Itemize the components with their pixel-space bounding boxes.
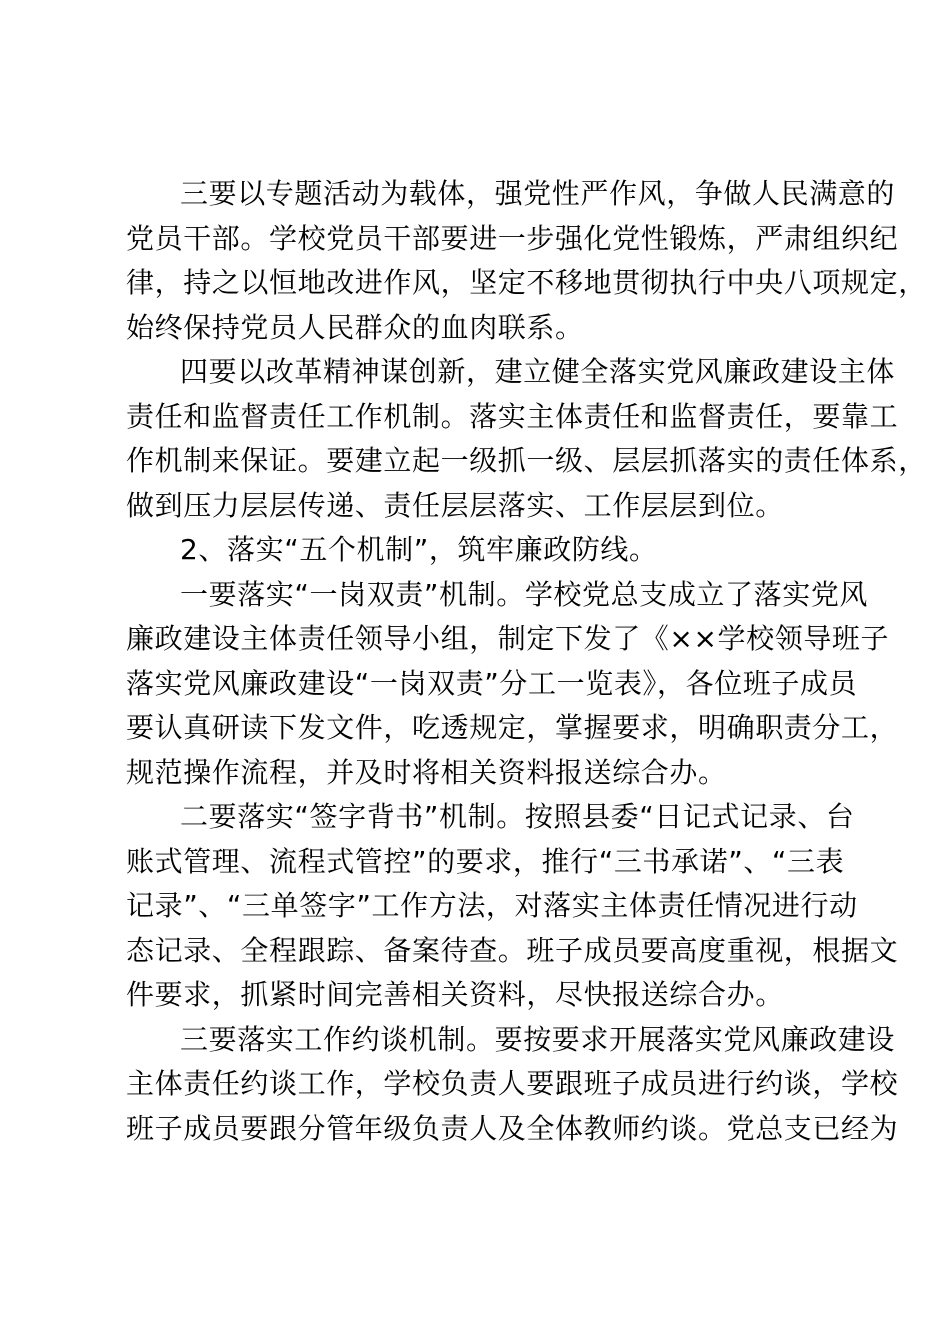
text-line: 规范操作流程，并及时将相关资料报送综合办。	[126, 755, 727, 789]
text-line: 做到压力层层传递、责任层层落实、工作层层到位。	[126, 488, 784, 522]
text-line: 责任和监督责任工作机制。落实主体责任和监督责任，要靠工	[126, 399, 899, 433]
document-body	[126, 172, 927, 1151]
text-line: 党员干部。学校党员干部要进一步强化党性锻炼，严肃组织纪	[126, 221, 899, 255]
text-line: 始终保持党员人民群众的血肉联系。	[126, 310, 584, 344]
text-line: 作机制来保证。要建立起一级抓一级、层层抓落实的责任体系，	[126, 444, 927, 477]
text-line: 二要落实“签字背书”机制。按照县委“日记式记录、台	[180, 800, 855, 833]
text-line: 一要落实“一岗双责”机制。学校党总支成立了落实党风	[180, 577, 869, 611]
text-line: 落实党风廉政建设“一岗双责”分工一览表》，各位班子成员	[126, 666, 858, 700]
text-line: 要认真研读下发文件，吃透规定，掌握要求，明确职责分工，	[126, 711, 899, 744]
text-line: 三要落实工作约谈机制。要按要求开展落实党风廉政建设	[180, 1022, 896, 1056]
text-line: 件要求，抓紧时间完善相关资料，尽快报送综合办。	[126, 978, 784, 1011]
section-heading: 2、落实“五个机制”，筑牢廉政防线。	[180, 533, 658, 566]
text-line: 记录”、“三单签字”工作方法，对落实主体责任情况进行动	[126, 889, 858, 922]
text-line: 账式管理、流程式管控”的要求，推行“三书承诺”、“三表	[126, 844, 845, 878]
text-line: 班子成员要跟分管年级负责人及全体教师约谈。党总支已经为	[126, 1111, 899, 1145]
text-line: 三要以专题活动为载体，强党性严作风，争做人民满意的	[180, 177, 896, 210]
text-line: 主体责任约谈工作，学校负责人要跟班子成员进行约谈，学校	[126, 1067, 899, 1100]
text-line: 廉政建设主体责任领导小组，制定下发了《××学校领导班子	[126, 622, 890, 655]
text-line: 律，持之以恒地改进作风，坚定不移地贯彻执行中央八项规定，	[126, 266, 927, 299]
text-line: 四要以改革精神谋创新，建立健全落实党风廉政建设主体	[180, 355, 896, 388]
text-line: 态记录、全程跟踪、备案待查。班子成员要高度重视，根据文	[126, 933, 899, 967]
